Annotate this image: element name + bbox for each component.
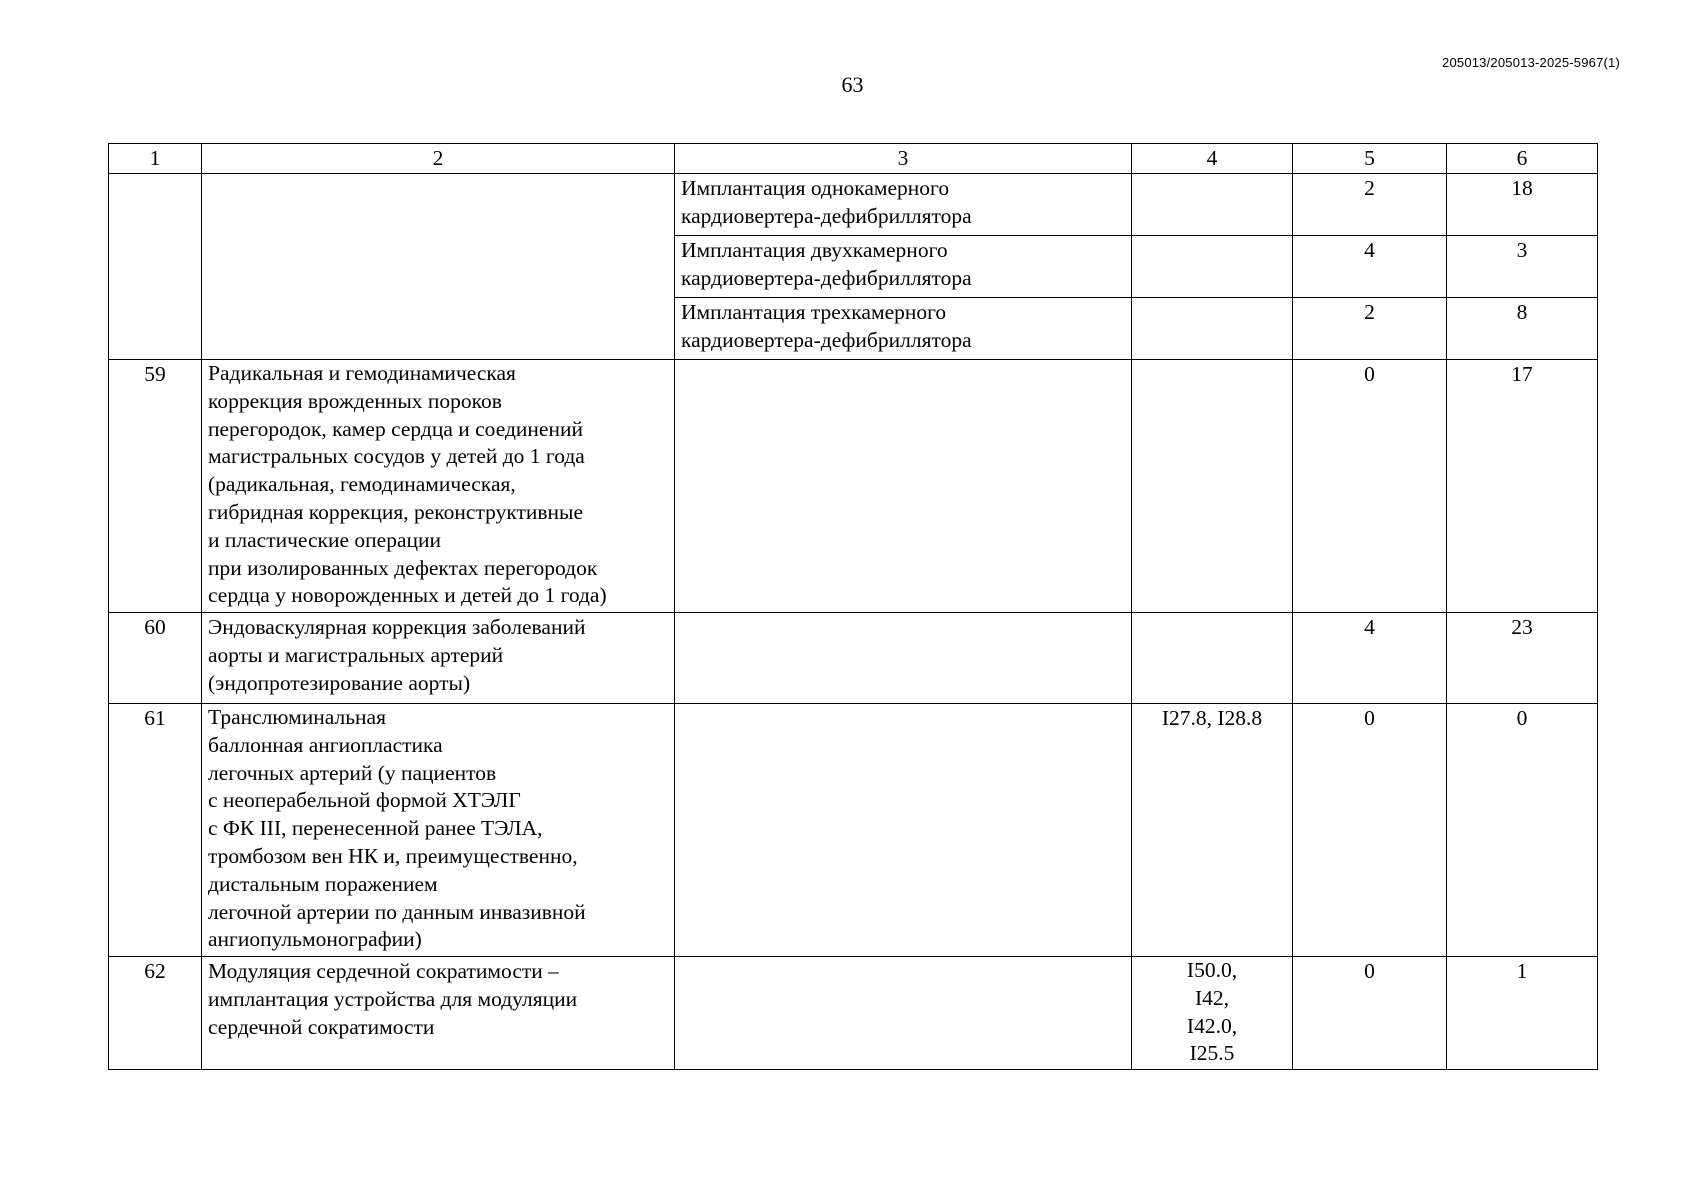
num-cell: 62: [109, 957, 202, 1070]
name-cell: [202, 704, 675, 957]
method-line: кардиовертера-дефибриллятора: [681, 328, 972, 352]
table-row: [109, 360, 1598, 613]
name-line: имплантация устройства для модуляции: [208, 987, 578, 1011]
name-line: Эндоваскулярная коррекция заболеваний: [208, 615, 586, 639]
codes-cell: [1132, 298, 1293, 360]
codes-cell: [1132, 957, 1293, 1070]
code-line: I42,: [1194, 985, 1230, 1010]
name-line: с неоперабельной формой ХТЭЛГ: [208, 788, 521, 813]
table-row: [109, 174, 1598, 236]
name-line: с ФК III, перенесенной ранее ТЭЛА,: [208, 816, 543, 841]
method-line: кардиовертера-дефибриллятора: [681, 204, 972, 228]
method-line: Имплантация однокамерного: [681, 176, 950, 200]
name-line: сердца у новорожденных и детей до 1 года): [208, 583, 607, 608]
column-header-6: 6: [1447, 144, 1598, 174]
codes-cell: [1132, 704, 1293, 957]
name-line: при изолированных дефектах перегородок: [208, 555, 598, 580]
column-header-3: 3: [675, 144, 1132, 174]
document-id: 205013/205013-2025-5967(1): [1442, 55, 1620, 70]
name-line: магистральных сосудов у детей до 1 года: [208, 444, 585, 469]
col5-cell: 2: [1293, 174, 1447, 236]
col6-cell: 8: [1447, 298, 1598, 360]
table-header-row: [109, 144, 1598, 174]
name-line: баллонная ангиопластика: [208, 732, 443, 757]
num-cell: 59: [109, 360, 202, 613]
name-line: легочных артерий (у пациентов: [208, 760, 497, 785]
page-number: 63: [841, 72, 864, 97]
name-line: сердечной сократимости: [208, 1015, 435, 1039]
column-header-5: 5: [1293, 144, 1447, 174]
code-line: I50.0,: [1186, 958, 1238, 982]
col6-cell: 17: [1447, 360, 1598, 613]
codes-cell: [1132, 613, 1293, 704]
col6-cell: 0: [1447, 704, 1598, 957]
method-line: кардиовертера-дефибриллятора: [681, 266, 972, 290]
name-line: (радикальная, гемодинамическая,: [208, 472, 516, 497]
codes-cell: [1132, 360, 1293, 613]
code-line: I27.8, I28.8: [1161, 706, 1263, 730]
name-cell: [202, 957, 675, 1070]
name-line: (эндопротезирование аорты): [208, 671, 471, 695]
codes-cell: [1132, 174, 1293, 236]
table-row: [109, 613, 1598, 704]
name-cell: [202, 613, 675, 704]
method-cell: [675, 957, 1132, 1070]
name-line: тромбозом вен НК и, преимущественно,: [208, 843, 578, 868]
column-header-4: 4: [1132, 144, 1293, 174]
col5-cell: 2: [1293, 298, 1447, 360]
col5-cell: 0: [1293, 957, 1447, 1070]
name-cell: [202, 174, 675, 360]
col5-cell: 4: [1293, 236, 1447, 298]
table-row: [109, 704, 1598, 957]
name-line: перегородок, камер сердца и соединений: [208, 416, 583, 441]
code-line: I25.5: [1189, 1041, 1235, 1066]
table-row: [109, 957, 1598, 1070]
method-line: Имплантация трехкамерного: [681, 300, 947, 324]
col6-cell: 1: [1447, 957, 1598, 1070]
name-line: коррекция врожденных пороков: [208, 388, 502, 413]
method-line: Имплантация двухкамерного: [681, 238, 948, 262]
name-line: дистальным поражением: [208, 871, 438, 896]
col5-cell: 0: [1293, 360, 1447, 613]
name-line: аорты и магистральных артерий: [208, 643, 504, 667]
col6-cell: 3: [1447, 236, 1598, 298]
name-line: легочной артерии по данным инвазивной: [208, 899, 586, 924]
num-cell: 61: [109, 704, 202, 957]
method-cell: [675, 298, 1132, 360]
col5-cell: 0: [1293, 704, 1447, 957]
method-cell: [675, 613, 1132, 704]
column-header-1: 1: [109, 144, 202, 174]
num-cell: 60: [109, 613, 202, 704]
name-line: Модуляция сердечной сократимости –: [208, 959, 559, 983]
code-line: I42.0,: [1186, 1013, 1238, 1038]
name-line: гибридная коррекция, реконструктивные: [208, 499, 584, 524]
col6-cell: 23: [1447, 613, 1598, 704]
name-line: Радикальная и гемодинамическая: [208, 361, 516, 385]
col6-cell: 18: [1447, 174, 1598, 236]
column-header-2: 2: [202, 144, 675, 174]
name-line: Транслюминальная: [208, 705, 386, 729]
name-line: и пластические операции: [208, 527, 442, 552]
name-line: ангиопульмонографии): [208, 927, 422, 952]
num-cell: [109, 174, 202, 360]
method-cell: [675, 236, 1132, 298]
method-cell: [675, 174, 1132, 236]
method-cell: [675, 360, 1132, 613]
services-table: [108, 143, 1598, 1070]
codes-cell: [1132, 236, 1293, 298]
col5-cell: 4: [1293, 613, 1447, 704]
name-cell: [202, 360, 675, 613]
method-cell: [675, 704, 1132, 957]
